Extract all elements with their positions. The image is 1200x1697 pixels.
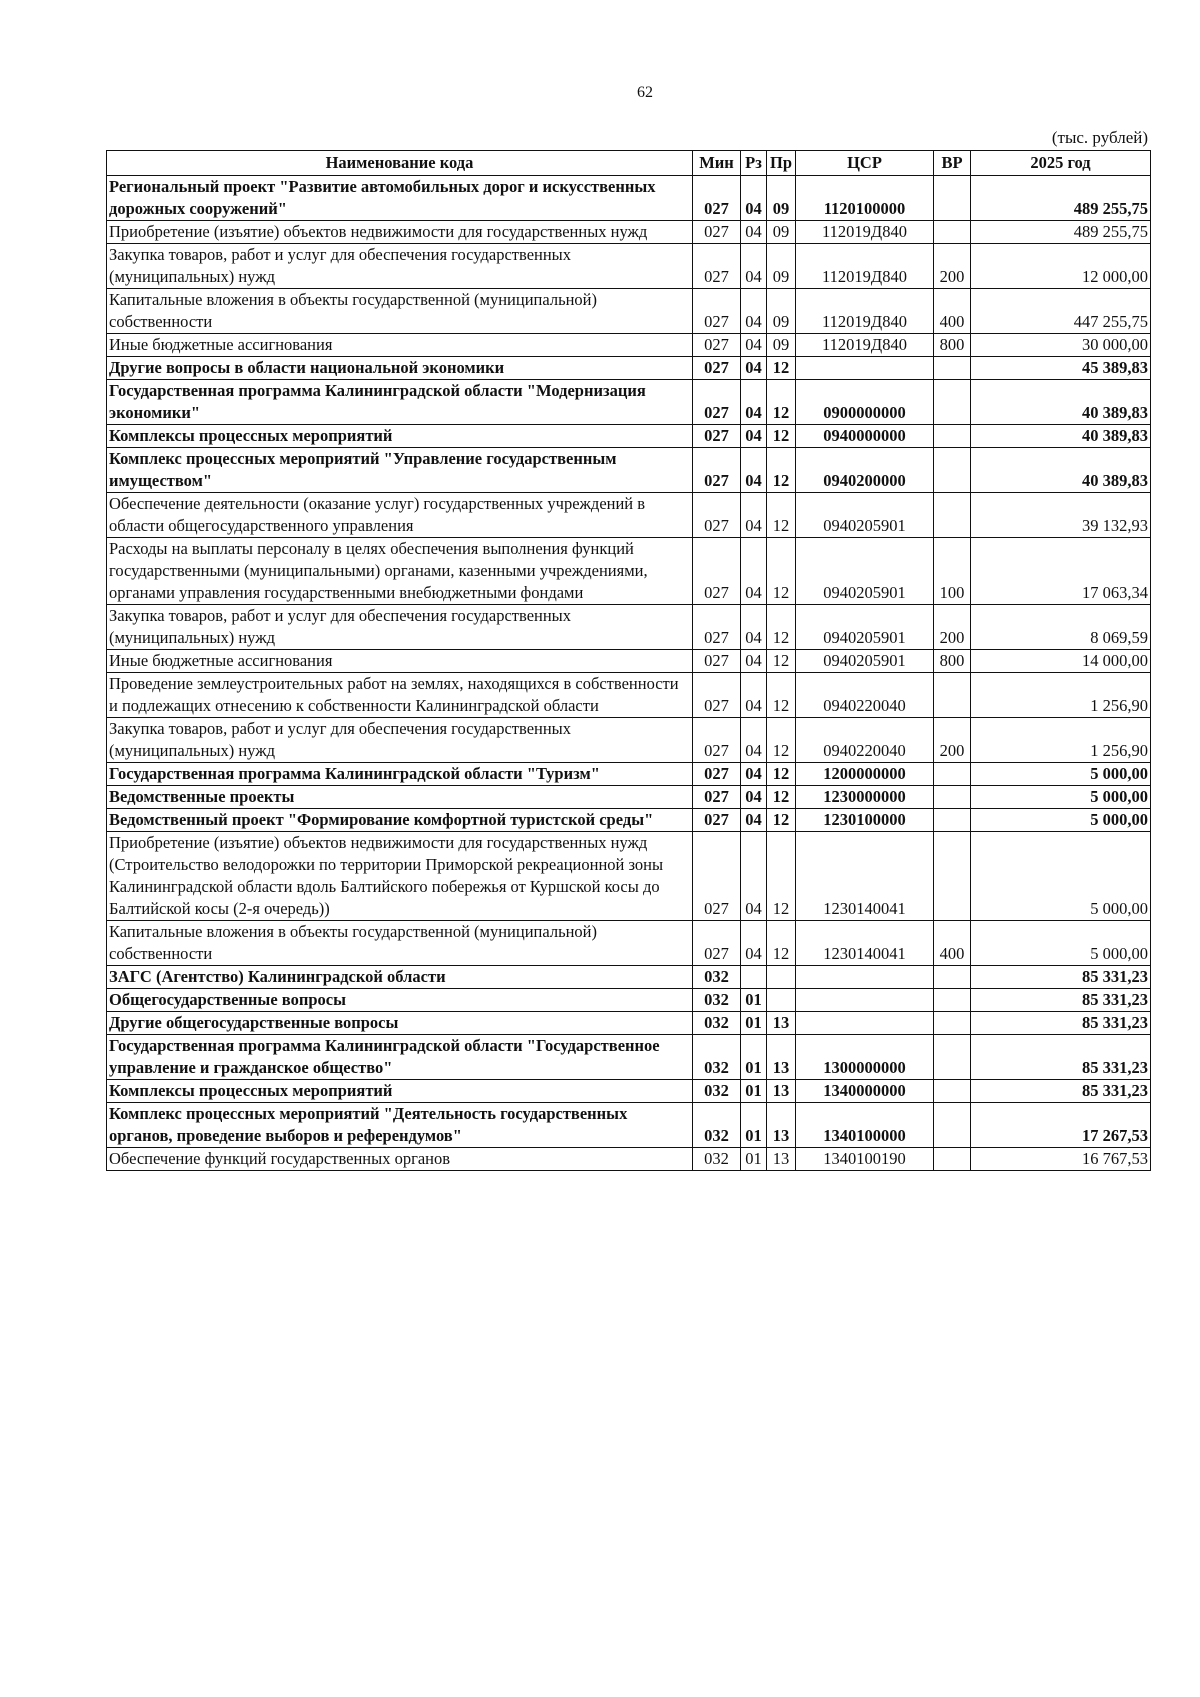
cell-name: Государственная программа Калининградской области "Туризм" <box>107 763 693 786</box>
cell-min: 027 <box>693 921 741 966</box>
cell-min: 027 <box>693 380 741 425</box>
cell-amount: 16 767,53 <box>971 1148 1151 1171</box>
cell-min: 027 <box>693 673 741 718</box>
cell-vr <box>934 357 971 380</box>
table-row <box>107 605 1151 650</box>
table-row <box>107 425 1151 448</box>
cell-pr: 13 <box>767 1103 796 1148</box>
budget-table <box>106 150 1151 1171</box>
cell-min: 027 <box>693 809 741 832</box>
cell-vr <box>934 380 971 425</box>
table-row <box>107 176 1151 221</box>
table-row <box>107 1148 1151 1171</box>
table-row <box>107 380 1151 425</box>
cell-csr: 0940220040 <box>796 673 934 718</box>
cell-name: Закупка товаров, работ и услуг для обеспечения государственных (муниципальных) нужд <box>107 244 693 289</box>
cell-name: ЗАГС (Агентство) Калининградской области <box>107 966 693 989</box>
cell-rz: 01 <box>741 1035 767 1080</box>
cell-vr <box>934 763 971 786</box>
cell-csr: 1120100000 <box>796 176 934 221</box>
cell-csr: 1230140041 <box>796 921 934 966</box>
cell-vr <box>934 809 971 832</box>
table-row <box>107 673 1151 718</box>
cell-csr: 112019Д840 <box>796 244 934 289</box>
cell-name: Региональный проект "Развитие автомобильных дорог и искусственных дорожных сооружений" <box>107 176 693 221</box>
cell-csr: 0940000000 <box>796 425 934 448</box>
cell-vr <box>934 448 971 493</box>
cell-min: 032 <box>693 989 741 1012</box>
header-csr: ЦСР <box>796 151 934 176</box>
cell-amount: 45 389,83 <box>971 357 1151 380</box>
cell-min: 032 <box>693 1035 741 1080</box>
cell-name: Общегосударственные вопросы <box>107 989 693 1012</box>
cell-amount: 1 256,90 <box>971 673 1151 718</box>
cell-name: Капитальные вложения в объекты государственной (муниципальной) собственности <box>107 289 693 334</box>
cell-csr <box>796 1012 934 1035</box>
cell-rz: 04 <box>741 673 767 718</box>
cell-min: 032 <box>693 1103 741 1148</box>
cell-name: Государственная программа Калининградской области "Государственное управление и гражданское общество" <box>107 1035 693 1080</box>
cell-csr: 0940205901 <box>796 538 934 605</box>
cell-min: 027 <box>693 538 741 605</box>
cell-pr: 13 <box>767 1012 796 1035</box>
cell-pr: 12 <box>767 763 796 786</box>
cell-csr: 0940205901 <box>796 493 934 538</box>
cell-rz: 04 <box>741 650 767 673</box>
cell-rz: 04 <box>741 763 767 786</box>
cell-name: Государственная программа Калининградской области "Модернизация экономики" <box>107 380 693 425</box>
cell-amount: 40 389,83 <box>971 425 1151 448</box>
cell-vr: 400 <box>934 289 971 334</box>
cell-name: Комплексы процессных мероприятий <box>107 1080 693 1103</box>
cell-pr: 12 <box>767 718 796 763</box>
table-row <box>107 809 1151 832</box>
cell-min: 032 <box>693 1148 741 1171</box>
cell-rz: 04 <box>741 718 767 763</box>
cell-name: Закупка товаров, работ и услуг для обеспечения государственных (муниципальных) нужд <box>107 605 693 650</box>
cell-name: Ведомственный проект "Формирование комфортной туристской среды" <box>107 809 693 832</box>
cell-amount: 5 000,00 <box>971 921 1151 966</box>
table-row <box>107 1080 1151 1103</box>
cell-name: Обеспечение функций государственных органов <box>107 1148 693 1171</box>
cell-vr: 400 <box>934 921 971 966</box>
cell-name: Иные бюджетные ассигнования <box>107 650 693 673</box>
units-label: (тыс. рублей) <box>1051 128 1148 147</box>
cell-name: Приобретение (изъятие) объектов недвижимости для государственных нужд <box>107 221 693 244</box>
cell-min: 027 <box>693 289 741 334</box>
cell-amount: 85 331,23 <box>971 1012 1151 1035</box>
cell-pr <box>767 966 796 989</box>
cell-name: Комплекс процессных мероприятий "Управление государственным имуществом" <box>107 448 693 493</box>
cell-amount: 85 331,23 <box>971 1035 1151 1080</box>
cell-pr: 12 <box>767 650 796 673</box>
cell-pr: 12 <box>767 809 796 832</box>
cell-amount: 8 069,59 <box>971 605 1151 650</box>
cell-pr: 09 <box>767 221 796 244</box>
cell-csr <box>796 966 934 989</box>
table-row <box>107 357 1151 380</box>
table-row <box>107 334 1151 357</box>
cell-csr: 0940220040 <box>796 718 934 763</box>
cell-rz: 01 <box>741 1080 767 1103</box>
header-name: Наименование кода <box>107 151 693 176</box>
cell-pr: 12 <box>767 786 796 809</box>
cell-pr: 12 <box>767 448 796 493</box>
page-number: 62 <box>637 84 653 101</box>
cell-amount: 5 000,00 <box>971 832 1151 921</box>
cell-rz <box>741 966 767 989</box>
table-row <box>107 538 1151 605</box>
cell-csr: 1200000000 <box>796 763 934 786</box>
cell-vr <box>934 1080 971 1103</box>
table-row <box>107 966 1151 989</box>
cell-amount: 30 000,00 <box>971 334 1151 357</box>
cell-name: Комплексы процессных мероприятий <box>107 425 693 448</box>
cell-amount: 40 389,83 <box>971 380 1151 425</box>
table-header-row <box>107 151 1151 176</box>
header-vr: ВР <box>934 151 971 176</box>
cell-rz: 01 <box>741 1148 767 1171</box>
cell-min: 027 <box>693 334 741 357</box>
cell-csr: 1340100190 <box>796 1148 934 1171</box>
cell-amount: 489 255,75 <box>971 221 1151 244</box>
table-row <box>107 1103 1151 1148</box>
cell-name: Проведение землеустроительных работ на землях, находящихся в собственности и подлежащих отнесению к собственности Калининградской области <box>107 673 693 718</box>
cell-vr <box>934 673 971 718</box>
header-min: Мин <box>693 151 741 176</box>
cell-csr: 0940200000 <box>796 448 934 493</box>
cell-pr: 12 <box>767 538 796 605</box>
table-row <box>107 493 1151 538</box>
cell-vr <box>934 493 971 538</box>
cell-csr: 1300000000 <box>796 1035 934 1080</box>
cell-csr: 1230000000 <box>796 786 934 809</box>
table-row <box>107 786 1151 809</box>
cell-name: Иные бюджетные ассигнования <box>107 334 693 357</box>
cell-vr <box>934 1035 971 1080</box>
cell-rz: 04 <box>741 176 767 221</box>
cell-vr <box>934 1103 971 1148</box>
cell-vr: 200 <box>934 605 971 650</box>
cell-rz: 01 <box>741 1012 767 1035</box>
cell-min: 027 <box>693 244 741 289</box>
cell-min: 027 <box>693 786 741 809</box>
cell-name: Приобретение (изъятие) объектов недвижимости для государственных нужд (Строительство велодорожки по территории Приморской рекреационной зоны Калининградской области вдоль Балтийского побережья от Куршской косы до Балтийской косы (2-я очередь)) <box>107 832 693 921</box>
cell-vr <box>934 425 971 448</box>
cell-pr: 13 <box>767 1080 796 1103</box>
cell-rz: 04 <box>741 809 767 832</box>
cell-amount: 14 000,00 <box>971 650 1151 673</box>
cell-vr <box>934 176 971 221</box>
cell-rz: 04 <box>741 605 767 650</box>
cell-pr: 12 <box>767 605 796 650</box>
cell-min: 027 <box>693 176 741 221</box>
cell-min: 027 <box>693 832 741 921</box>
cell-min: 027 <box>693 493 741 538</box>
cell-rz: 01 <box>741 1103 767 1148</box>
cell-csr: 1340100000 <box>796 1103 934 1148</box>
cell-csr: 1230140041 <box>796 832 934 921</box>
cell-vr <box>934 966 971 989</box>
cell-min: 027 <box>693 357 741 380</box>
cell-csr: 112019Д840 <box>796 289 934 334</box>
cell-vr <box>934 786 971 809</box>
cell-pr: 09 <box>767 334 796 357</box>
cell-amount: 85 331,23 <box>971 1080 1151 1103</box>
table-row <box>107 244 1151 289</box>
table-row <box>107 221 1151 244</box>
cell-pr: 12 <box>767 921 796 966</box>
table-row <box>107 448 1151 493</box>
cell-vr: 800 <box>934 334 971 357</box>
cell-min: 032 <box>693 966 741 989</box>
cell-amount: 17 267,53 <box>971 1103 1151 1148</box>
cell-vr <box>934 989 971 1012</box>
cell-min: 027 <box>693 718 741 763</box>
table-row <box>107 763 1151 786</box>
cell-name: Другие общегосударственные вопросы <box>107 1012 693 1035</box>
table-row <box>107 832 1151 921</box>
cell-pr: 12 <box>767 357 796 380</box>
table-row <box>107 1012 1151 1035</box>
cell-name: Обеспечение деятельности (оказание услуг) государственных учреждений в области общегосударственного управления <box>107 493 693 538</box>
cell-pr: 12 <box>767 832 796 921</box>
cell-pr: 12 <box>767 425 796 448</box>
header-year: 2025 год <box>971 151 1151 176</box>
cell-csr <box>796 357 934 380</box>
cell-min: 027 <box>693 425 741 448</box>
cell-rz: 04 <box>741 425 767 448</box>
cell-name: Другие вопросы в области национальной экономики <box>107 357 693 380</box>
table-row <box>107 1035 1151 1080</box>
cell-rz: 04 <box>741 334 767 357</box>
cell-amount: 85 331,23 <box>971 966 1151 989</box>
cell-vr: 200 <box>934 718 971 763</box>
cell-amount: 85 331,23 <box>971 989 1151 1012</box>
cell-pr: 09 <box>767 289 796 334</box>
cell-rz: 04 <box>741 380 767 425</box>
cell-pr <box>767 989 796 1012</box>
cell-rz: 04 <box>741 448 767 493</box>
cell-pr: 12 <box>767 493 796 538</box>
cell-rz: 04 <box>741 221 767 244</box>
cell-name: Ведомственные проекты <box>107 786 693 809</box>
header-pr: Пр <box>767 151 796 176</box>
cell-csr: 0940205901 <box>796 650 934 673</box>
cell-min: 032 <box>693 1080 741 1103</box>
cell-rz: 01 <box>741 989 767 1012</box>
cell-min: 027 <box>693 605 741 650</box>
cell-amount: 40 389,83 <box>971 448 1151 493</box>
cell-vr: 800 <box>934 650 971 673</box>
cell-csr: 112019Д840 <box>796 334 934 357</box>
cell-csr: 1230100000 <box>796 809 934 832</box>
cell-rz: 04 <box>741 786 767 809</box>
cell-pr: 09 <box>767 244 796 289</box>
cell-rz: 04 <box>741 538 767 605</box>
cell-rz: 04 <box>741 244 767 289</box>
cell-csr: 0940205901 <box>796 605 934 650</box>
cell-pr: 12 <box>767 673 796 718</box>
table-row <box>107 289 1151 334</box>
cell-amount: 489 255,75 <box>971 176 1151 221</box>
cell-pr: 09 <box>767 176 796 221</box>
cell-amount: 5 000,00 <box>971 786 1151 809</box>
cell-amount: 39 132,93 <box>971 493 1151 538</box>
cell-min: 032 <box>693 1012 741 1035</box>
cell-min: 027 <box>693 650 741 673</box>
cell-pr: 12 <box>767 380 796 425</box>
cell-amount: 447 255,75 <box>971 289 1151 334</box>
cell-min: 027 <box>693 763 741 786</box>
cell-amount: 1 256,90 <box>971 718 1151 763</box>
cell-amount: 5 000,00 <box>971 763 1151 786</box>
table-row <box>107 989 1151 1012</box>
header-rz: Рз <box>741 151 767 176</box>
cell-csr: 1340000000 <box>796 1080 934 1103</box>
cell-vr <box>934 221 971 244</box>
cell-amount: 5 000,00 <box>971 809 1151 832</box>
cell-csr <box>796 989 934 1012</box>
cell-name: Закупка товаров, работ и услуг для обеспечения государственных (муниципальных) нужд <box>107 718 693 763</box>
cell-min: 027 <box>693 448 741 493</box>
cell-vr: 200 <box>934 244 971 289</box>
cell-amount: 17 063,34 <box>971 538 1151 605</box>
cell-rz: 04 <box>741 832 767 921</box>
cell-pr: 13 <box>767 1035 796 1080</box>
cell-vr: 100 <box>934 538 971 605</box>
cell-csr: 0900000000 <box>796 380 934 425</box>
cell-rz: 04 <box>741 493 767 538</box>
cell-name: Расходы на выплаты персоналу в целях обеспечения выполнения функций государственными (муниципальными) органами, казенными учреждениями, органами управления государственными внебюджетными фондами <box>107 538 693 605</box>
cell-vr <box>934 1148 971 1171</box>
cell-min: 027 <box>693 221 741 244</box>
cell-amount: 12 000,00 <box>971 244 1151 289</box>
table-row <box>107 921 1151 966</box>
cell-rz: 04 <box>741 921 767 966</box>
cell-name: Капитальные вложения в объекты государственной (муниципальной) собственности <box>107 921 693 966</box>
cell-vr <box>934 1012 971 1035</box>
cell-vr <box>934 832 971 921</box>
table-row <box>107 650 1151 673</box>
cell-csr: 112019Д840 <box>796 221 934 244</box>
table-row <box>107 718 1151 763</box>
cell-rz: 04 <box>741 289 767 334</box>
cell-rz: 04 <box>741 357 767 380</box>
cell-pr: 13 <box>767 1148 796 1171</box>
cell-name: Комплекс процессных мероприятий "Деятельность государственных органов, проведение выборов и референдумов" <box>107 1103 693 1148</box>
